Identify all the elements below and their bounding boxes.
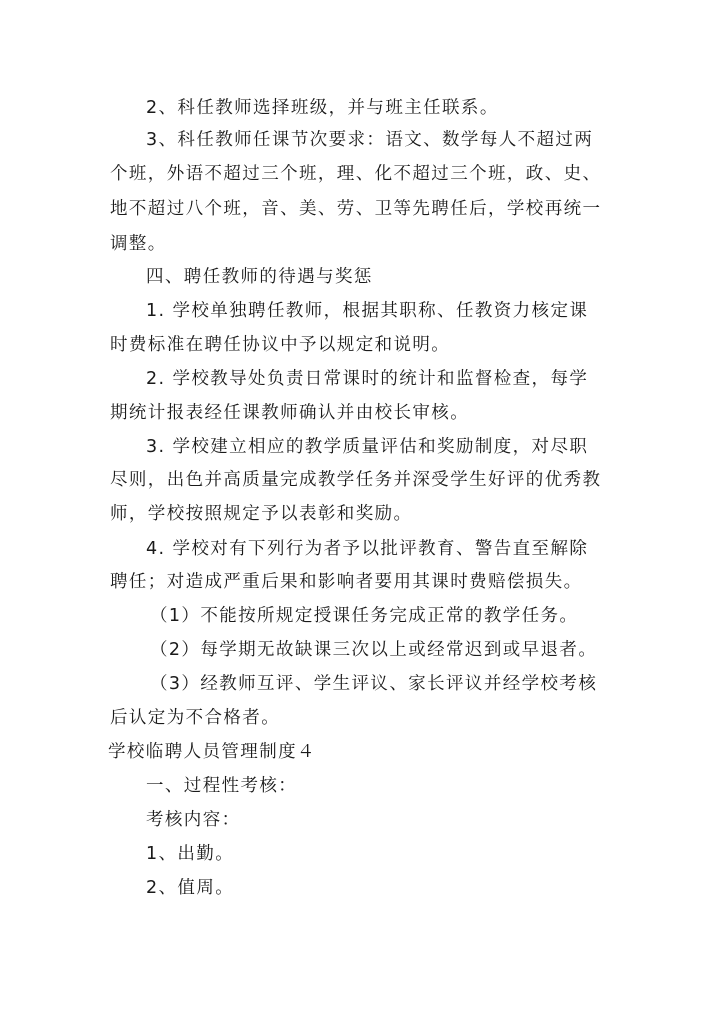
list-item: 2、值周。 xyxy=(146,878,235,898)
paragraph-line: 师，学校按照规定予以表彰和奖励。 xyxy=(110,504,413,524)
paragraph-line: 考核内容： xyxy=(146,810,241,830)
paragraph-line: 3. 学校建立相应的教学质量评估和奖励制度，对尽职 xyxy=(146,437,589,457)
list-item: 1、出勤。 xyxy=(146,844,235,864)
paragraph-line: 3、科任教师任课节次要求：语文、数学每人不超过两 xyxy=(146,130,594,150)
paragraph-line: 4. 学校对有下列行为者予以批评教育、警告直至解除 xyxy=(146,539,589,559)
section-heading: 一、过程性考核： xyxy=(146,776,298,796)
paragraph-line: 后认定为不合格者。 xyxy=(110,708,281,728)
paragraph-line: 地不超过八个班，音、美、劳、卫等先聘任后，学校再统一 xyxy=(110,199,602,219)
paragraph-line: 尽则，出色并高质量完成教学任务并深受学生好评的优秀教 xyxy=(110,470,602,490)
list-item: （3）经教师互评、学生评议、家长评议并经学校考核 xyxy=(150,674,598,694)
document-title: 学校临聘人员管理制度４ xyxy=(108,742,316,762)
list-item: （2）每学期无故缺课三次以上或经常迟到或早退者。 xyxy=(150,640,598,660)
paragraph-line: 2、科任教师选择班级，并与班主任联系。 xyxy=(146,98,499,118)
paragraph-line: 调整。 xyxy=(110,234,167,254)
paragraph-line: 个班，外语不超过三个班，理、化不超过三个班，政、史、 xyxy=(110,164,602,184)
paragraph-line: 时费标准在聘任协议中予以规定和说明。 xyxy=(110,335,451,355)
paragraph-line: 1. 学校单独聘任教师，根据其职称、任教资力核定课 xyxy=(146,301,589,321)
paragraph-line: 期统计报表经任课教师确认并由校长审核。 xyxy=(110,403,470,423)
list-item: （1）不能按所规定授课任务完成正常的教学任务。 xyxy=(150,606,579,626)
paragraph-line: 聘任；对造成严重后果和影响者要用其课时费赔偿损失。 xyxy=(110,572,583,592)
paragraph-line: 2. 学校教导处负责日常课时的统计和监督检查，每学 xyxy=(146,369,589,389)
section-heading: 四、聘任教师的待遇与奖惩 xyxy=(146,267,373,287)
